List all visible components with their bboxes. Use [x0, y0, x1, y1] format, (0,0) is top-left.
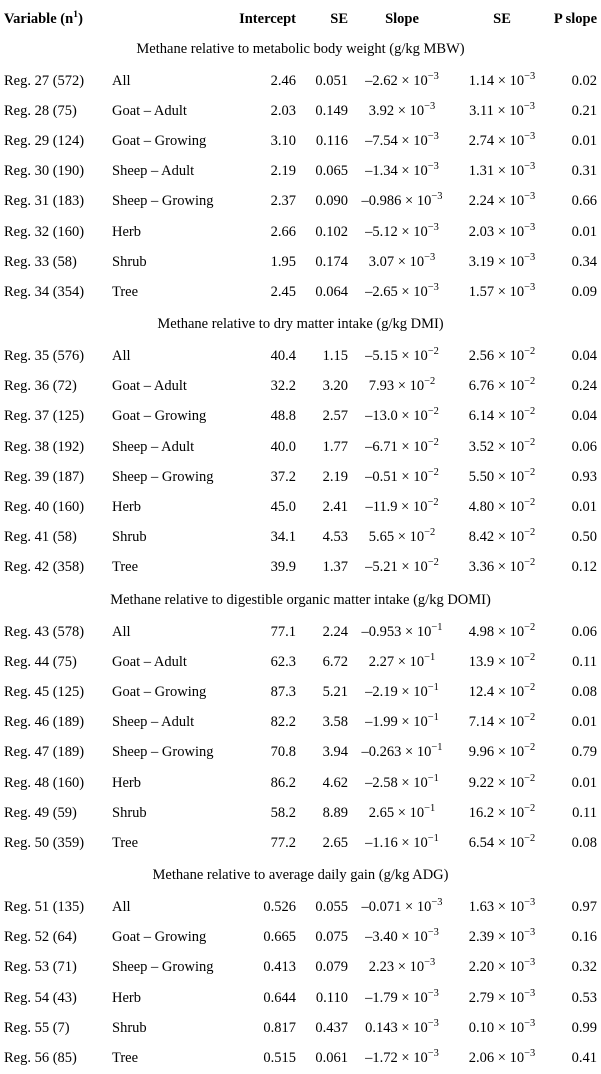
cell-variable: Reg. 50 (359)	[4, 834, 85, 851]
table-row	[4, 953, 597, 983]
cell-slope: $2.65 \times 10^{-1}$	[368, 802, 436, 821]
cell-se-slope: $1.31 \times 10^{-3}$	[468, 161, 536, 180]
cell-intercept: 0.665	[263, 929, 297, 946]
cell-intercept: 87.3	[270, 683, 297, 700]
cell-slope: $-0.263 \times 10^{-1}$	[361, 742, 443, 761]
cell-variable: Reg. 30 (190)	[4, 163, 85, 180]
table-row	[4, 893, 597, 923]
cell-se-slope: $3.11 \times 10^{-3}$	[469, 100, 535, 119]
cell-se-slope: $6.76 \times 10^{-2}$	[468, 376, 536, 395]
cell-intercept: 0.817	[263, 1019, 297, 1036]
cell-variable: Reg. 56 (85)	[4, 1050, 77, 1067]
cell-p-slope: 0.21	[571, 102, 598, 119]
cell-p-slope: 0.31	[571, 163, 598, 180]
cell-slope: $-0.51 \times 10^{-2}$	[365, 467, 439, 485]
cell-se-slope: $2.74 \times 10^{-3}$	[468, 131, 536, 149]
cell-intercept: 2.66	[270, 223, 297, 240]
cell-se-slope: $9.96 \times 10^{-2}$	[468, 742, 536, 761]
cell-se-intercept: 0.079	[315, 959, 349, 976]
cell-variable: Reg. 31 (183)	[4, 193, 85, 210]
cell-slope: $-1.99 \times 10^{-1}$	[365, 712, 439, 731]
table-body	[4, 32, 597, 1074]
cell-se-intercept: 3.58	[322, 714, 349, 731]
cell-p-slope: 0.08	[571, 683, 598, 700]
cell-p-slope: 0.16	[571, 929, 598, 946]
cell-p-slope: 0.41	[571, 1050, 598, 1067]
table-row	[4, 217, 597, 247]
cell-intercept: 2.19	[270, 163, 297, 180]
cell-variable: Reg. 51 (135)	[4, 899, 85, 916]
cell-description: All	[112, 72, 131, 89]
cell-description: Goat – Growing	[112, 683, 207, 700]
cell-variable: Reg. 42 (358)	[4, 559, 85, 576]
cell-intercept: 62.3	[270, 653, 297, 670]
cell-description: Goat – Growing	[112, 408, 207, 425]
cell-slope: $2.23 \times 10^{-3}$	[368, 957, 436, 976]
cell-variable: Reg. 55 (7)	[4, 1019, 70, 1036]
cell-slope: $-2.62 \times 10^{-3}$	[365, 70, 439, 89]
cell-slope: $-0.986 \times 10^{-3}$	[361, 191, 443, 210]
cell-intercept: 77.1	[270, 623, 297, 640]
cell-se-slope: $5.50 \times 10^{-2}$	[468, 467, 536, 485]
cell-intercept: 48.8	[270, 408, 297, 425]
cell-intercept: 2.46	[270, 72, 297, 89]
cell-p-slope: 0.97	[571, 899, 598, 916]
cell-se-intercept: 1.77	[322, 438, 349, 455]
cell-se-slope: $1.57 \times 10^{-3}$	[468, 282, 536, 300]
column-header-se-intercept: SE	[330, 10, 349, 27]
section-title-row	[4, 308, 597, 342]
table-row	[4, 708, 597, 738]
cell-variable: Reg. 53 (71)	[4, 959, 77, 976]
cell-intercept: 0.515	[263, 1050, 297, 1067]
table-row	[4, 157, 597, 187]
cell-slope: $-2.65 \times 10^{-3}$	[365, 282, 439, 300]
cell-description: Shrub	[112, 529, 147, 546]
cell-p-slope: 0.06	[571, 438, 598, 455]
cell-se-slope: $4.80 \times 10^{-2}$	[468, 497, 536, 516]
cell-se-slope: $6.54 \times 10^{-2}$	[468, 833, 536, 851]
cell-se-intercept: 4.62	[322, 774, 349, 791]
table-row	[4, 402, 597, 432]
table-row	[4, 96, 597, 126]
cell-variable: Reg. 36 (72)	[4, 378, 77, 395]
cell-description: Shrub	[112, 1019, 147, 1036]
cell-slope: $-1.34 \times 10^{-3}$	[365, 161, 439, 180]
cell-intercept: 0.413	[263, 959, 297, 976]
cell-se-intercept: 3.20	[322, 378, 349, 395]
table-row	[4, 277, 597, 307]
cell-se-intercept: 0.090	[315, 193, 349, 210]
cell-slope: $5.65 \times 10^{-2}$	[368, 527, 436, 546]
cell-intercept: 45.0	[270, 499, 297, 516]
table-row	[4, 738, 597, 768]
cell-slope: $-0.071 \times 10^{-3}$	[361, 897, 443, 916]
cell-variable: Reg. 40 (160)	[4, 499, 85, 516]
cell-se-slope: $3.19 \times 10^{-3}$	[468, 251, 536, 270]
cell-se-intercept: 5.21	[322, 683, 349, 700]
cell-se-slope: $9.22 \times 10^{-2}$	[468, 772, 536, 791]
cell-variable: Reg. 27 (572)	[4, 72, 85, 89]
cell-description: Herb	[112, 499, 141, 516]
cell-description: All	[112, 899, 131, 916]
cell-intercept: 37.2	[270, 468, 297, 485]
cell-slope: $-6.71 \times 10^{-2}$	[365, 436, 439, 455]
cell-se-intercept: 1.37	[322, 559, 349, 576]
cell-p-slope: 0.34	[571, 253, 598, 270]
table-row	[4, 647, 597, 677]
table-row	[4, 126, 597, 156]
table-row	[4, 828, 597, 858]
table-row	[4, 983, 597, 1013]
table-header	[4, 6, 597, 32]
cell-variable: Reg. 32 (160)	[4, 223, 85, 240]
cell-se-intercept: 2.57	[322, 408, 349, 425]
cell-description: Sheep – Adult	[112, 714, 195, 731]
cell-variable: Reg. 33 (58)	[4, 253, 77, 270]
cell-se-intercept: 0.061	[315, 1050, 349, 1067]
cell-se-intercept: 0.064	[315, 283, 349, 300]
table-row	[4, 66, 597, 96]
cell-se-slope: $3.36 \times 10^{-2}$	[468, 557, 536, 576]
cell-slope: $-5.15 \times 10^{-2}$	[365, 346, 439, 365]
cell-p-slope: 0.32	[571, 959, 598, 976]
cell-slope: $-1.16 \times 10^{-1}$	[365, 833, 439, 851]
cell-intercept: 0.644	[263, 989, 297, 1006]
table-row	[4, 492, 597, 522]
cell-slope: $-5.12 \times 10^{-3}$	[365, 221, 439, 240]
cell-description: Sheep – Growing	[112, 193, 214, 210]
cell-intercept: 40.4	[270, 348, 297, 365]
column-header-variable	[4, 6, 224, 32]
cell-se-slope: $1.63 \times 10^{-3}$	[468, 897, 536, 916]
cell-se-slope: $1.14 \times 10^{-3}$	[468, 70, 536, 89]
cell-se-slope: $2.03 \times 10^{-3}$	[468, 221, 536, 240]
cell-variable: Reg. 28 (75)	[4, 102, 77, 119]
cell-description: Sheep – Adult	[112, 163, 195, 180]
header-variable-tail: )	[78, 10, 83, 27]
column-header-p-slope: P slope	[553, 10, 598, 27]
table-row	[4, 342, 597, 372]
cell-p-slope: 0.66	[571, 193, 598, 210]
cell-se-intercept: 0.174	[315, 253, 349, 270]
cell-p-slope: 0.24	[571, 378, 598, 395]
cell-slope: $-2.58 \times 10^{-1}$	[365, 772, 439, 791]
cell-intercept: 86.2	[270, 774, 297, 791]
header-variable-text: Variable (n	[4, 10, 74, 27]
cell-description: Tree	[112, 834, 139, 851]
cell-se-intercept: 0.437	[315, 1019, 349, 1036]
cell-description: Goat – Growing	[112, 929, 207, 946]
table-row	[4, 1043, 597, 1073]
table-row	[4, 372, 597, 402]
cell-p-slope: 0.93	[571, 468, 598, 485]
cell-intercept: 2.45	[270, 283, 297, 300]
cell-description: Goat – Adult	[112, 653, 187, 670]
cell-se-intercept: 1.15	[322, 348, 349, 365]
cell-description: All	[112, 623, 131, 640]
table-row	[4, 798, 597, 828]
cell-p-slope: 0.06	[571, 623, 598, 640]
section-title-row	[4, 32, 597, 66]
cell-se-intercept: 0.051	[315, 72, 349, 89]
cell-se-slope: $13.9 \times 10^{-2}$	[468, 651, 536, 670]
cell-se-intercept: 0.110	[315, 989, 349, 1006]
cell-slope: $-5.21 \times 10^{-2}$	[365, 557, 439, 576]
cell-slope: $-0.953 \times 10^{-1}$	[361, 621, 443, 640]
cell-intercept: 70.8	[270, 744, 297, 761]
cell-p-slope: 0.04	[571, 408, 598, 425]
section-title: Methane relative to metabolic body weight (g/kg MBW)	[136, 40, 465, 57]
cell-slope: $-11.9 \times 10^{-2}$	[365, 497, 439, 516]
cell-se-slope: $2.39 \times 10^{-3}$	[468, 927, 536, 946]
column-header-intercept: Intercept	[239, 10, 297, 27]
cell-se-slope: $12.4 \times 10^{-2}$	[468, 682, 536, 700]
cell-intercept: 3.10	[270, 132, 297, 149]
cell-se-slope: $3.52 \times 10^{-2}$	[468, 436, 536, 455]
cell-slope: $0.143 \times 10^{-3}$	[365, 1018, 439, 1036]
cell-slope: $-13.0 \times 10^{-2}$	[365, 406, 439, 425]
cell-p-slope: 0.11	[572, 804, 598, 821]
cell-variable: Reg. 39 (187)	[4, 468, 85, 485]
table-row	[4, 677, 597, 707]
cell-se-slope: $0.10 \times 10^{-3}$	[468, 1018, 536, 1036]
section-title: Methane relative to dry matter intake (g/kg DMI)	[157, 316, 444, 332]
cell-slope: $-3.40 \times 10^{-3}$	[365, 927, 439, 946]
cell-intercept: 34.1	[270, 529, 297, 546]
cell-intercept: 0.526	[263, 899, 297, 916]
cell-se-slope: $2.06 \times 10^{-3}$	[468, 1048, 536, 1067]
cell-slope: $3.07 \times 10^{-3}$	[368, 251, 436, 270]
cell-intercept: 40.0	[270, 438, 297, 455]
cell-variable: Reg. 47 (189)	[4, 744, 85, 761]
cell-variable: Reg. 29 (124)	[4, 132, 85, 149]
section-title: Methane relative to digestible organic matter intake (g/kg DOMI)	[110, 591, 491, 608]
cell-se-intercept: 0.055	[315, 899, 349, 916]
cell-description: Goat – Growing	[112, 132, 207, 149]
cell-description: Goat – Adult	[112, 102, 187, 119]
cell-description: Herb	[112, 774, 141, 791]
cell-description: Herb	[112, 989, 141, 1006]
cell-intercept: 39.9	[270, 559, 297, 576]
cell-description: Shrub	[112, 804, 147, 821]
cell-p-slope: 0.01	[571, 223, 598, 240]
table-row	[4, 432, 597, 462]
cell-se-slope: $2.24 \times 10^{-3}$	[468, 191, 536, 210]
cell-intercept: 77.2	[270, 834, 297, 851]
table-row	[4, 523, 597, 553]
cell-p-slope: 0.02	[571, 72, 598, 89]
cell-variable: Reg. 37 (125)	[4, 408, 85, 425]
cell-se-intercept: 2.65	[322, 834, 349, 851]
cell-p-slope: 0.79	[571, 744, 598, 761]
table-row	[4, 462, 597, 492]
table-row	[4, 553, 597, 583]
cell-variable: Reg. 54 (43)	[4, 989, 77, 1006]
cell-se-slope: $2.20 \times 10^{-3}$	[468, 957, 536, 976]
cell-se-intercept: 2.19	[322, 468, 349, 485]
cell-description: Sheep – Growing	[112, 468, 214, 485]
section-title-row	[4, 583, 597, 617]
cell-se-intercept: 2.24	[322, 623, 349, 640]
cell-intercept: 1.95	[270, 253, 297, 270]
cell-slope: $3.92 \times 10^{-3}$	[368, 100, 436, 119]
cell-p-slope: 0.01	[571, 774, 598, 791]
cell-variable: Reg. 48 (160)	[4, 774, 85, 791]
cell-variable: Reg. 34 (354)	[4, 283, 85, 300]
cell-se-slope: $6.14 \times 10^{-2}$	[468, 406, 536, 425]
cell-se-intercept: 0.065	[315, 163, 349, 180]
cell-se-slope: $8.42 \times 10^{-2}$	[468, 527, 536, 546]
cell-description: Sheep – Adult	[112, 438, 195, 455]
table-row	[4, 187, 597, 217]
table-row	[4, 768, 597, 798]
cell-variable: Reg. 46 (189)	[4, 714, 85, 731]
table-row	[4, 617, 597, 647]
cell-p-slope: 0.08	[571, 834, 598, 851]
cell-slope: $-7.54 \times 10^{-3}$	[365, 131, 439, 149]
cell-variable: Reg. 44 (75)	[4, 653, 77, 670]
cell-intercept: 2.37	[270, 193, 297, 210]
cell-variable: Reg. 49 (59)	[4, 804, 77, 821]
cell-variable: Reg. 35 (576)	[4, 348, 85, 365]
column-header-slope: Slope	[385, 10, 419, 27]
cell-description: Herb	[112, 223, 141, 240]
cell-variable: Reg. 45 (125)	[4, 683, 85, 700]
cell-description: All	[112, 348, 131, 365]
cell-se-intercept: 4.53	[322, 529, 349, 546]
table-row	[4, 1013, 597, 1043]
table-row	[4, 247, 597, 277]
table-row	[4, 923, 597, 953]
cell-slope: $-1.72 \times 10^{-3}$	[365, 1048, 439, 1067]
cell-se-slope: $2.56 \times 10^{-2}$	[468, 346, 536, 365]
cell-slope: $-1.79 \times 10^{-3}$	[365, 987, 439, 1006]
cell-se-intercept: 3.94	[322, 744, 349, 761]
cell-p-slope: 0.12	[571, 559, 598, 576]
cell-description: Shrub	[112, 253, 147, 270]
cell-p-slope: 0.53	[571, 989, 598, 1006]
cell-variable: Reg. 52 (64)	[4, 929, 77, 946]
cell-se-intercept: 8.89	[322, 804, 349, 821]
cell-p-slope: 0.99	[571, 1019, 598, 1036]
cell-se-intercept: 6.72	[322, 653, 349, 670]
cell-se-slope: $4.98 \times 10^{-2}$	[468, 621, 536, 640]
cell-description: Tree	[112, 283, 139, 300]
cell-description: Sheep – Growing	[112, 959, 214, 976]
cell-intercept: 32.2	[270, 378, 297, 395]
cell-se-intercept: 0.149	[315, 102, 349, 119]
cell-variable: Reg. 41 (58)	[4, 529, 77, 546]
section-title-row	[4, 859, 597, 893]
cell-se-intercept: 0.102	[315, 223, 349, 240]
cell-p-slope: 0.11	[572, 653, 598, 670]
cell-p-slope: 0.09	[571, 283, 598, 300]
cell-slope: $7.93 \times 10^{-2}$	[368, 376, 436, 395]
cell-description: Goat – Adult	[112, 378, 187, 395]
cell-se-intercept: 0.075	[315, 929, 349, 946]
cell-description: Tree	[112, 559, 139, 576]
cell-se-slope: $7.14 \times 10^{-2}$	[468, 712, 536, 731]
cell-p-slope: 0.04	[571, 348, 598, 365]
cell-se-slope: $16.2 \times 10^{-2}$	[468, 802, 536, 821]
cell-description: Tree	[112, 1050, 139, 1067]
cell-se-intercept: 2.41	[322, 499, 349, 516]
cell-variable: Reg. 43 (578)	[4, 623, 85, 640]
cell-p-slope: 0.01	[571, 132, 598, 149]
cell-intercept: 82.2	[270, 714, 297, 731]
cell-intercept: 2.03	[270, 102, 297, 119]
cell-description: Sheep – Growing	[112, 744, 214, 761]
cell-variable: Reg. 38 (192)	[4, 438, 85, 455]
header-variable-superscript: 1	[73, 8, 79, 20]
cell-se-intercept: 0.116	[315, 132, 349, 149]
cell-p-slope: 0.01	[571, 714, 598, 731]
cell-slope: $-2.19 \times 10^{-1}$	[365, 682, 439, 700]
cell-p-slope: 0.01	[571, 499, 598, 516]
column-header-se-slope: SE	[493, 10, 511, 27]
cell-p-slope: 0.50	[571, 529, 598, 546]
cell-slope: $2.27 \times 10^{-1}$	[368, 651, 436, 670]
section-title: Methane relative to average daily gain (g/kg ADG)	[152, 867, 449, 883]
cell-intercept: 58.2	[270, 804, 297, 821]
cell-se-slope: $2.79 \times 10^{-3}$	[468, 987, 536, 1006]
regression-table	[4, 6, 597, 1074]
